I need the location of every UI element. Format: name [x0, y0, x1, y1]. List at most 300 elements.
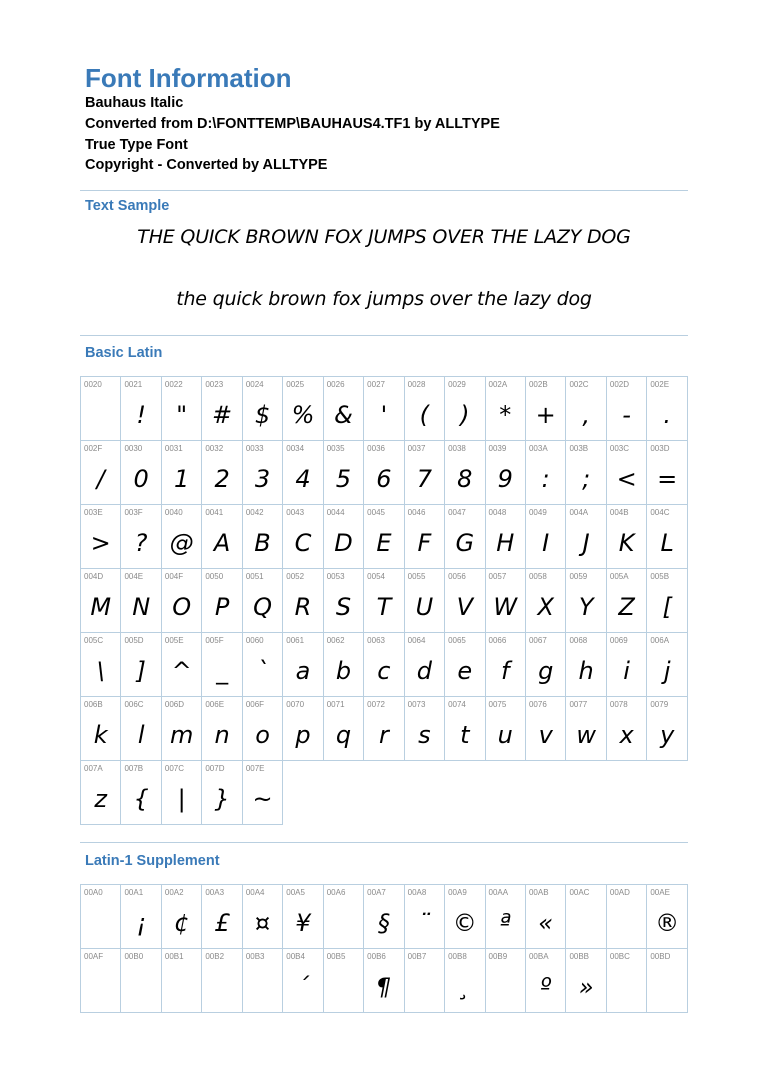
glyph-cell — [445, 633, 485, 697]
glyph-cell — [445, 377, 485, 441]
codepoint-label: 0039 — [488, 444, 507, 453]
codepoint-label: 0056 — [448, 572, 466, 581]
glyph-cell — [404, 441, 444, 505]
codepoint-label: 0028 — [407, 380, 426, 389]
glyph-cell — [161, 761, 201, 825]
glyph: e — [457, 657, 473, 685]
codepoint-label: 00A7 — [367, 888, 386, 897]
glyph-cell — [81, 949, 121, 1013]
codepoint-label: 004F — [164, 572, 184, 581]
codepoint-label: 00B8 — [448, 952, 467, 961]
glyph-cell — [647, 949, 688, 1013]
glyph: n — [214, 721, 230, 749]
codepoint-label: 0049 — [528, 508, 547, 517]
glyph-cell — [485, 377, 525, 441]
codepoint-label: 0058 — [528, 572, 547, 581]
glyph-cell — [606, 949, 646, 1013]
codepoint-label: 004E — [124, 572, 144, 581]
codepoint-label: 00B9 — [488, 952, 508, 961]
codepoint-label: 0064 — [407, 636, 426, 645]
codepoint-label: 005F — [205, 636, 224, 645]
glyph-cell — [606, 633, 646, 697]
glyph-cell — [81, 697, 121, 761]
glyph-cell — [566, 377, 606, 441]
empty-cell — [606, 761, 646, 825]
glyph: # — [212, 401, 233, 429]
glyph-cell — [81, 505, 121, 569]
glyph: 2 — [214, 465, 230, 493]
glyph-cell — [202, 949, 242, 1013]
glyph: : — [541, 465, 550, 493]
glyph: ! — [136, 401, 146, 429]
glyph-cell — [323, 949, 363, 1013]
codepoint-label: 006C — [124, 700, 144, 709]
glyph: % — [291, 401, 315, 429]
empty-cell — [404, 761, 444, 825]
glyph-cell — [364, 505, 404, 569]
codepoint-label: 0069 — [609, 636, 628, 645]
glyph-cell — [647, 377, 688, 441]
glyph-cell — [283, 633, 323, 697]
codepoint-label: 002B — [528, 380, 548, 389]
glyph-cell — [121, 569, 161, 633]
glyph-cell — [606, 377, 646, 441]
codepoint-label: 0051 — [245, 572, 264, 581]
codepoint-label: 00BB — [569, 952, 590, 961]
glyph: £ — [214, 909, 230, 937]
codepoint-label: 0070 — [286, 700, 305, 709]
glyph: r — [378, 721, 389, 749]
glyph: 8 — [457, 465, 473, 493]
glyph-cell — [323, 569, 363, 633]
glyph: G — [455, 529, 475, 557]
glyph: O — [172, 593, 192, 621]
codepoint-label: 002A — [488, 380, 508, 389]
latin1-grid — [80, 884, 688, 1013]
glyph-cell — [121, 697, 161, 761]
glyph-cell — [121, 505, 161, 569]
page-title: Font Information — [85, 63, 292, 93]
glyph-cell — [566, 885, 606, 949]
codepoint-label: 007D — [205, 764, 225, 773]
basic-latin-heading: Basic Latin — [85, 345, 163, 361]
codepoint-label: 003D — [650, 444, 670, 453]
codepoint-label: 007B — [124, 764, 144, 773]
glyph-cell — [485, 949, 525, 1013]
glyph: ) — [460, 401, 470, 429]
glyph: W — [493, 593, 518, 621]
glyph: = — [657, 465, 678, 493]
glyph-cell — [242, 377, 282, 441]
glyph-cell — [81, 761, 121, 825]
divider — [80, 842, 688, 843]
glyph-cell — [606, 569, 646, 633]
glyph: ( — [419, 401, 430, 429]
codepoint-label: 002F — [84, 444, 103, 453]
glyph-cell — [566, 505, 606, 569]
codepoint-label: 0072 — [367, 700, 385, 709]
codepoint-label: 003C — [609, 444, 630, 453]
glyph: q — [335, 721, 352, 749]
glyph-cell — [81, 633, 121, 697]
glyph: | — [177, 785, 186, 813]
glyph: 4 — [295, 465, 311, 493]
grid-row — [81, 569, 688, 633]
sample-uppercase: THE QUICK BROWN FOX JUMPS OVER THE LAZY DOG — [137, 226, 631, 248]
empty-cell — [525, 761, 565, 825]
codepoint-label: 0025 — [286, 380, 305, 389]
glyph-cell — [364, 885, 404, 949]
glyph-cell — [161, 569, 201, 633]
codepoint-label: 0042 — [245, 508, 264, 517]
glyph-cell — [566, 441, 606, 505]
copyright: Copyright - Converted by ALLTYPE — [85, 157, 328, 173]
glyph: ^ — [171, 657, 192, 685]
glyph: º — [540, 973, 552, 1001]
glyph: * — [499, 401, 512, 429]
glyph: Z — [618, 593, 635, 621]
glyph-cell — [202, 441, 242, 505]
glyph: & — [334, 401, 353, 429]
glyph: ¤ — [254, 909, 271, 937]
grid-row — [81, 697, 688, 761]
glyph-cell — [364, 569, 404, 633]
codepoint-label: 0055 — [407, 572, 426, 581]
glyph: . — [663, 401, 671, 429]
empty-cell — [364, 761, 404, 825]
glyph-cell — [202, 885, 242, 949]
glyph: \ — [96, 657, 105, 685]
glyph-cell — [323, 633, 363, 697]
glyph: ¡ — [136, 909, 146, 937]
codepoint-label: 0041 — [205, 508, 224, 517]
glyph: z — [94, 785, 108, 813]
codepoint-label: 0067 — [528, 636, 547, 645]
glyph: N — [132, 593, 151, 621]
codepoint-label: 007E — [245, 764, 265, 773]
glyph: t — [460, 721, 470, 749]
glyph-cell — [445, 885, 485, 949]
glyph: 0 — [133, 465, 149, 493]
codepoint-label: 00B4 — [286, 952, 305, 961]
codepoint-label: 0073 — [407, 700, 426, 709]
glyph-cell — [445, 569, 485, 633]
glyph-cell — [445, 441, 485, 505]
glyph-cell — [525, 377, 565, 441]
glyph-cell — [283, 377, 323, 441]
codepoint-label: 005E — [164, 636, 184, 645]
grid-row — [81, 441, 688, 505]
glyph: ] — [136, 657, 146, 685]
glyph-cell — [485, 441, 525, 505]
glyph-cell — [404, 505, 444, 569]
codepoint-label: 0059 — [569, 572, 588, 581]
codepoint-label: 00BD — [650, 952, 671, 961]
glyph-cell — [161, 505, 201, 569]
glyph: « — [538, 909, 554, 937]
glyph: B — [254, 529, 271, 557]
codepoint-label: 007A — [84, 764, 103, 773]
codepoint-label: 00AF — [84, 952, 104, 961]
glyph-cell — [404, 633, 444, 697]
glyph: m — [169, 721, 194, 749]
glyph-cell — [323, 377, 363, 441]
codepoint-label: 007C — [164, 764, 185, 773]
glyph-cell — [445, 697, 485, 761]
glyph: U — [415, 593, 434, 621]
glyph-cell — [606, 441, 646, 505]
glyph-cell — [202, 697, 242, 761]
glyph: g — [538, 657, 554, 685]
glyph: J — [582, 529, 590, 557]
codepoint-label: 0030 — [124, 444, 143, 453]
glyph-cell — [404, 569, 444, 633]
glyph-cell — [525, 505, 565, 569]
glyph: c — [377, 657, 391, 685]
glyph-cell — [647, 885, 688, 949]
glyph-cell — [161, 377, 201, 441]
codepoint-label: 0031 — [164, 444, 183, 453]
glyph: 9 — [497, 465, 513, 493]
codepoint-label: 0020 — [84, 380, 102, 389]
glyph: V — [456, 593, 474, 621]
glyph-cell — [364, 949, 404, 1013]
empty-cell — [323, 761, 363, 825]
codepoint-label: 002C — [569, 380, 589, 389]
codepoint-label: 0047 — [448, 508, 466, 517]
glyph-cell — [202, 633, 242, 697]
codepoint-label: 003F — [124, 508, 143, 517]
glyph: p — [295, 721, 311, 749]
font-name: Bauhaus Italic — [85, 95, 184, 111]
codepoint-label: 005B — [650, 572, 670, 581]
glyph: K — [618, 529, 635, 557]
glyph: y — [660, 721, 675, 749]
glyph: ? — [134, 529, 148, 557]
glyph: @ — [169, 529, 194, 557]
codepoint-label: 0036 — [367, 444, 385, 453]
glyph: / — [96, 465, 105, 493]
glyph: ª — [499, 909, 511, 937]
codepoint-label: 006E — [205, 700, 225, 709]
codepoint-label: 004C — [650, 508, 670, 517]
glyph-cell — [364, 377, 404, 441]
glyph: h — [578, 657, 594, 685]
glyph-cell — [647, 441, 688, 505]
glyph: D — [334, 529, 353, 557]
glyph-cell — [283, 441, 323, 505]
codepoint-label: 00B6 — [367, 952, 386, 961]
codepoint-label: 0044 — [326, 508, 345, 517]
glyph: l — [137, 721, 145, 749]
font-type: True Type Font — [85, 137, 188, 153]
grid-row — [81, 633, 688, 697]
codepoint-label: 0062 — [326, 636, 345, 645]
glyph-cell — [485, 569, 525, 633]
glyph-cell — [202, 761, 242, 825]
glyph-cell — [121, 377, 161, 441]
glyph: ¸ — [458, 973, 471, 1001]
glyph: 5 — [335, 465, 352, 493]
codepoint-label: 0037 — [407, 444, 426, 453]
glyph-cell — [161, 949, 201, 1013]
glyph-cell — [283, 569, 323, 633]
codepoint-label: 004D — [84, 572, 104, 581]
grid-row — [81, 761, 688, 825]
glyph-cell — [121, 885, 161, 949]
codepoint-label: 00B5 — [326, 952, 346, 961]
glyph: u — [497, 721, 513, 749]
glyph-cell — [485, 505, 525, 569]
glyph-cell — [242, 949, 282, 1013]
sample-lowercase: the quick brown fox jumps over the lazy dog — [176, 288, 592, 310]
glyph: ' — [380, 401, 388, 429]
glyph-cell — [525, 569, 565, 633]
codepoint-label: 0054 — [367, 572, 385, 581]
glyph-cell — [525, 697, 565, 761]
glyph-cell — [242, 761, 282, 825]
glyph-cell — [81, 377, 121, 441]
glyph: k — [93, 721, 108, 749]
codepoint-label: 0066 — [488, 636, 507, 645]
glyph-cell — [161, 697, 201, 761]
glyph-cell — [566, 633, 606, 697]
glyph-cell — [525, 633, 565, 697]
glyph: x — [619, 721, 634, 749]
glyph: Q — [253, 593, 272, 621]
glyph-cell — [606, 697, 646, 761]
glyph: ; — [582, 465, 591, 493]
glyph-cell — [242, 441, 282, 505]
glyph-cell — [404, 949, 444, 1013]
glyph: ¥ — [295, 909, 311, 937]
glyph-cell — [242, 569, 282, 633]
glyph: R — [294, 593, 312, 621]
codepoint-label: 0023 — [205, 380, 224, 389]
glyph-cell — [364, 633, 404, 697]
glyph-cell — [525, 949, 565, 1013]
codepoint-label: 0077 — [569, 700, 588, 709]
codepoint-label: 006F — [245, 700, 265, 709]
codepoint-label: 0026 — [326, 380, 345, 389]
glyph-cell — [647, 505, 688, 569]
codepoint-label: 00AB — [528, 888, 549, 897]
glyph: + — [535, 401, 556, 429]
glyph-cell — [364, 441, 404, 505]
glyph: L — [660, 529, 674, 557]
glyph: _ — [216, 657, 229, 685]
codepoint-label: 0027 — [367, 380, 385, 389]
glyph: X — [537, 593, 554, 621]
glyph: H — [496, 529, 515, 557]
codepoint-label: 0053 — [326, 572, 345, 581]
codepoint-label: 00A6 — [326, 888, 346, 897]
codepoint-label: 004A — [569, 508, 589, 517]
glyph: » — [578, 973, 594, 1001]
glyph: C — [294, 529, 312, 557]
codepoint-label: 006A — [650, 636, 670, 645]
glyph: f — [501, 657, 510, 685]
glyph: ¢ — [173, 909, 190, 937]
glyph-cell — [525, 441, 565, 505]
glyph: { — [133, 785, 149, 813]
codepoint-label: 00A2 — [164, 888, 184, 897]
grid-row — [81, 505, 688, 569]
glyph: o — [255, 721, 270, 749]
glyph-cell — [121, 441, 161, 505]
glyph-cell — [283, 885, 323, 949]
glyph: w — [576, 721, 596, 749]
codepoint-label: 0050 — [205, 572, 224, 581]
glyph: b — [335, 657, 352, 685]
glyph: § — [377, 909, 390, 937]
codepoint-label: 00A1 — [124, 888, 144, 897]
glyph: ¨ — [418, 909, 431, 937]
empty-cell — [566, 761, 606, 825]
codepoint-label: 00B1 — [164, 952, 184, 961]
glyph-cell — [161, 885, 201, 949]
glyph-cell — [202, 569, 242, 633]
codepoint-label: 00AA — [488, 888, 509, 897]
codepoint-label: 0034 — [286, 444, 305, 453]
glyph-cell — [283, 697, 323, 761]
glyph: " — [176, 401, 188, 429]
glyph: i — [623, 657, 630, 685]
codepoint-label: 002D — [609, 380, 630, 389]
glyph: S — [335, 593, 352, 621]
glyph: < — [616, 465, 637, 493]
codepoint-label: 00A8 — [407, 888, 427, 897]
glyph: $ — [254, 401, 271, 429]
glyph-cell — [485, 697, 525, 761]
codepoint-label: 003E — [84, 508, 103, 517]
codepoint-label: 00A5 — [286, 888, 305, 897]
glyph: , — [582, 401, 590, 429]
grid-row — [81, 377, 688, 441]
glyph: ® — [655, 909, 680, 937]
glyph-cell — [566, 949, 606, 1013]
glyph-cell — [323, 885, 363, 949]
basic-latin-grid — [80, 376, 688, 825]
codepoint-label: 0079 — [650, 700, 669, 709]
divider — [80, 335, 688, 336]
glyph-cell — [323, 505, 363, 569]
glyph-cell — [364, 697, 404, 761]
codepoint-label: 0038 — [448, 444, 466, 453]
glyph-cell — [121, 633, 161, 697]
glyph: j — [663, 657, 671, 685]
codepoint-label: 00B7 — [407, 952, 427, 961]
glyph-cell — [404, 885, 444, 949]
glyph-cell — [323, 441, 363, 505]
codepoint-label: 00B3 — [245, 952, 265, 961]
glyph-cell — [242, 697, 282, 761]
glyph: 7 — [416, 465, 432, 493]
codepoint-label: 00BC — [609, 952, 630, 961]
glyph-cell — [283, 949, 323, 1013]
glyph-cell — [566, 569, 606, 633]
codepoint-label: 0060 — [245, 636, 264, 645]
glyph-cell — [242, 505, 282, 569]
codepoint-label: 004B — [609, 508, 629, 517]
glyph-cell — [606, 505, 646, 569]
glyph-cell — [445, 505, 485, 569]
codepoint-label: 0071 — [326, 700, 345, 709]
glyph-cell — [525, 885, 565, 949]
glyph-cell — [323, 697, 363, 761]
glyph: 6 — [376, 465, 392, 493]
glyph-cell — [202, 505, 242, 569]
